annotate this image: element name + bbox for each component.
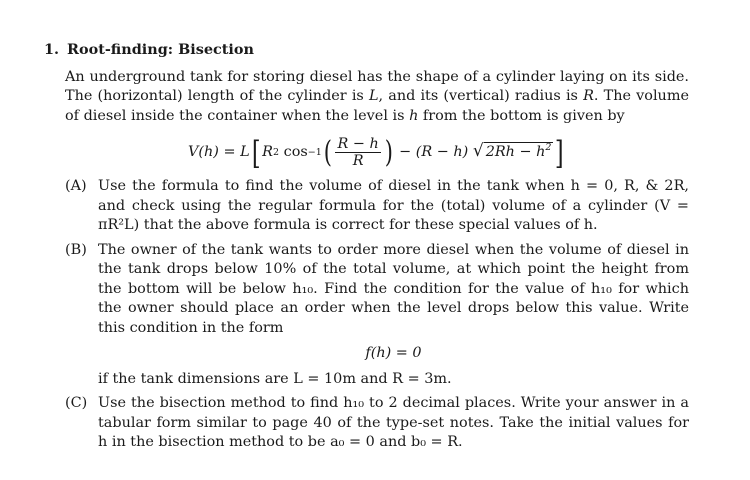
formula-fraction — [335, 136, 380, 169]
var-R: R — [583, 88, 594, 104]
intro-text-4: from the bottom is given by — [418, 107, 625, 124]
var-h: h — [409, 107, 419, 124]
problem-1 — [44, 40, 689, 458]
fraction-denominator: R — [352, 153, 364, 169]
intro-text-2: , and its (vertical) radius is — [378, 88, 584, 104]
intro-text-1: An underground tank for storing diesel has the shape of a cylinder laying on its side. The (horizontal) length of the cylinder is — [65, 68, 689, 104]
var-L: L — [368, 88, 379, 104]
formula-lhs: V(h) = L — [188, 143, 250, 160]
problem-heading — [44, 40, 689, 60]
part-b-text: The owner of the tank wants to order more diesel when the volume of diesel in the tank drops below 10% of the total volume, at which point the height from the bottom will be below h₁₀. Find the condition for the value of h₁₀ for which the owner should place an order when the level drops below this value. Write this condition in the form — [98, 241, 689, 336]
part-b — [65, 241, 689, 390]
formula-sqrt: √ $2Rh - h^2$ — [472, 141, 552, 162]
part-a — [65, 177, 689, 236]
part-b-after: if the tank dimensions are L = 10m and R = 3m. — [98, 370, 452, 387]
part-c — [65, 394, 689, 453]
formula-middle-term: − (R − h) — [399, 143, 469, 160]
part-b-equation: f(h) = 0 — [365, 345, 422, 361]
problem-intro — [65, 68, 689, 170]
formula-radicand: 2Rh − h — [485, 144, 546, 161]
part-a-label: (A) — [65, 178, 87, 194]
part-a-text: Use the formula to find the volume of diesel in the tank when h = 0, R, & 2R, and check using the regular formula for the (total) volume of a cylinder (V = πR²L) that the above formula is correct for these special values of h. — [98, 178, 689, 233]
problem-number: 1. — [44, 41, 60, 58]
part-c-label: (C) — [65, 395, 88, 411]
part-c-text: Use the bisection method to find h₁₀ to 2 decimal places. Write your answer in a tabular form similar to page 40 of the type-set notes. Take the initial values for h in the bisection method to be a₀ = 0 and b₀ = R. — [98, 395, 689, 450]
volume-formula: V(h) = L [ R 2 cos −1 ( $\frac{R - h}{R}$ ) − (R − h) √ $2Rh - h^2$ ] — [188, 133, 565, 172]
problem-title: Root-finding: Bisection — [67, 41, 254, 58]
problem-parts — [65, 177, 689, 453]
formula-r-squared: R — [262, 143, 274, 160]
intro-text-3: . The volume of diesel inside the container when the level is — [65, 88, 689, 124]
part-b-label: (B) — [65, 241, 87, 258]
fraction-numerator: R − h — [337, 136, 379, 152]
formula-cos: cos — [283, 143, 308, 160]
